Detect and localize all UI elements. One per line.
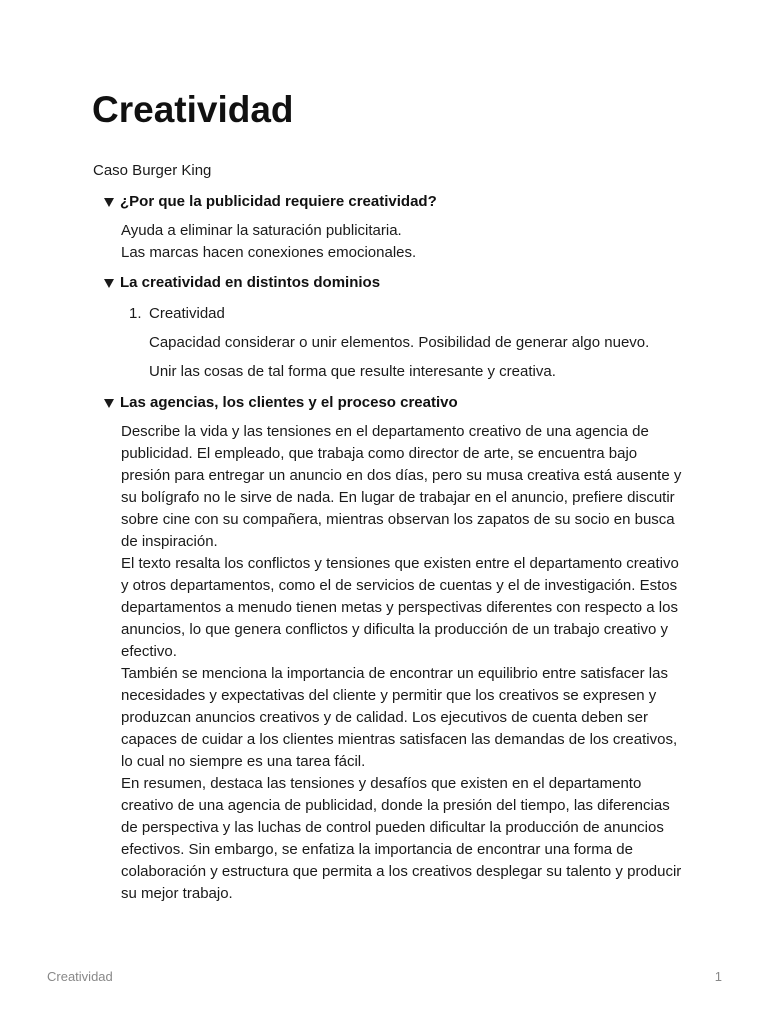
toggle-heading: La creatividad en distintos dominios <box>120 274 381 291</box>
paragraph: En resumen, destaca las tensiones y desafíos que existen en el departamento creativo de una agencia de publicidad, donde la presión del tiempo, las diferencias de perspectiva y las luchas de control pueden dificultar la producción de anuncios efectivos. Sin embargo, se enfatiza la importancia de encontrar una forma de colaboración y estructura que permita a los creativos desplegar su talento y producir su mejor trabajo. <box>121 775 682 902</box>
list-item-label: Creatividad <box>149 305 225 322</box>
list-item-number: 1. <box>129 305 142 322</box>
toggle-heading: ¿Por que la publicidad requiere creatividad? <box>120 193 437 210</box>
toggle-section-publicidad <box>103 193 683 264</box>
numbered-list <box>103 305 683 381</box>
footer-title: Creatividad <box>47 969 113 984</box>
toggle-header-dominios[interactable] <box>103 274 683 292</box>
page-subtitle: Caso Burger King <box>93 162 212 179</box>
list-item-paragraph: Capacidad considerar o unir elementos. Posibilidad de generar algo nuevo. <box>149 334 650 351</box>
paragraph: También se menciona la importancia de encontrar un equilibrio entre satisfacer las necesidades y expectativas del cliente y permitir que los creativos se expresen y produzcan anuncios creativos y de calidad. Los ejecutivos de cuenta deben ser capaces de cuidar a los clientes mientras satisfacen las demandas de los creativos, lo cual no siempre es una tarea fácil. <box>121 665 678 770</box>
page-number: 1 <box>714 969 722 984</box>
toggle-triangle-icon[interactable] <box>104 198 114 207</box>
toggle-section-agencias <box>103 394 683 905</box>
content-line: Las marcas hacen conexiones emocionales. <box>121 244 417 261</box>
toggle-content <box>121 220 683 264</box>
toggle-header-publicidad[interactable] <box>103 193 683 211</box>
toggle-heading: Las agencias, los clientes y el proceso creativo <box>120 394 458 411</box>
list-item-paragraph: Unir las cosas de tal forma que resulte interesante y creativa. <box>149 363 556 380</box>
paragraph: Describe la vida y las tensiones en el departamento creativo de una agencia de publicidad. El empleado, que trabaja como director de arte, se encuentra bajo presión para entregar un anuncio en dos días, pero su musa creativa está ausente y su bolígrafo no le sirve de nada. En lugar de trabajar en el anuncio, prefiere discutir sobre cine con su compañera, mientras observan los zapatos de su socio en busca de inspiración. <box>121 423 682 550</box>
content-line: Ayuda a eliminar la saturación publicitaria. <box>121 222 402 239</box>
toggle-triangle-icon[interactable] <box>104 279 114 288</box>
list-item <box>129 305 683 323</box>
page-title: Creatividad <box>92 89 294 130</box>
toggle-triangle-icon[interactable] <box>104 399 114 408</box>
toggle-header-agencias[interactable] <box>103 394 683 412</box>
toggle-section-dominios <box>103 274 683 381</box>
toggle-content <box>121 421 683 905</box>
paragraph: El texto resalta los conflictos y tensiones que existen entre el departamento creativo y otros departamentos, como el de servicios de cuentas y el de investigación. Estos departamentos a menudo tienen metas y perspectivas diferentes con respecto a los anuncios, lo que genera conflictos y dificulta la producción de un trabajo creativo y efectivo. <box>121 555 679 660</box>
